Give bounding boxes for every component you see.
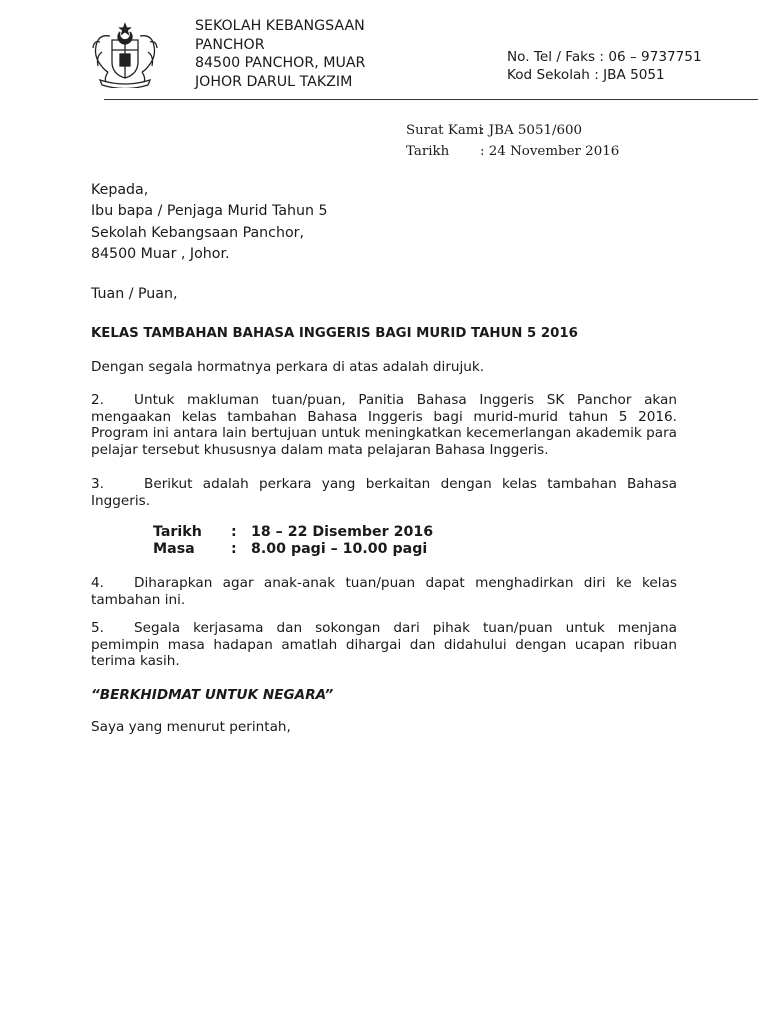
paragraph-5 xyxy=(91,620,677,670)
coat-of-arms-icon xyxy=(90,22,160,88)
recipient-line: 84500 Muar , Johor. xyxy=(91,245,230,262)
reference-block xyxy=(406,120,619,162)
recipient-line: Kepada, xyxy=(91,182,149,198)
school-address-line: 84500 PANCHOR, MUAR xyxy=(195,55,366,72)
paragraph-2 xyxy=(91,392,677,459)
motto: “BERKHIDMAT UNTUK NEGARA” xyxy=(91,687,334,703)
recipient-line: Sekolah Kebangsaan Panchor, xyxy=(91,224,304,241)
class-date-value: 18 – 22 Disember 2016 xyxy=(251,524,434,540)
class-date-row xyxy=(153,524,433,541)
paragraph-text: Segala kerjasama dan sokongan dari pihak tuan/puan untuk menjana pemimpin masa hadapan amatlah dihargai dan didahului dengan ucapan ribuan terima kasih. xyxy=(91,620,677,670)
class-date-label: Tarikh xyxy=(153,524,202,540)
reference-label: Surat Kami xyxy=(406,123,483,138)
reference-date-row xyxy=(406,141,619,162)
school-state-line: JOHOR DARUL TAKZIM xyxy=(195,73,353,90)
paragraph-3 xyxy=(91,476,677,509)
letter-subject: KELAS TAMBAHAN BAHASA INGGERIS BAGI MURID TAHUN 5 2016 xyxy=(91,326,578,341)
reference-number-row xyxy=(406,120,619,141)
paragraph-text: Berikut adalah perkara yang berkaitan dengan kelas tambahan Bahasa Inggeris. xyxy=(91,476,677,509)
salutation: Tuan / Puan, xyxy=(91,286,178,302)
paragraph-text: Diharapkan agar anak-anak tuan/puan dapat menghadirkan diri ke kelas tambahan ini. xyxy=(91,575,677,608)
colon: : xyxy=(231,541,237,557)
date-label: Tarikh xyxy=(406,144,450,159)
paragraph-1: Dengan segala hormatnya perkara di atas adalah dirujuk. xyxy=(91,359,485,375)
school-name-line: PANCHOR xyxy=(195,36,265,53)
class-time-label: Masa xyxy=(153,541,195,557)
recipient-line: Ibu bapa / Penjaga Murid Tahun 5 xyxy=(91,203,328,220)
class-details xyxy=(153,524,433,558)
header-divider xyxy=(104,99,758,100)
recipient-block xyxy=(91,180,328,265)
paragraph-number: 3. xyxy=(91,476,104,492)
class-time-row xyxy=(153,541,433,558)
phone-fax: No. Tel / Faks : 06 – 9737751 xyxy=(507,49,702,65)
paragraph-text: Untuk makluman tuan/puan, Panitia Bahasa Inggeris SK Panchor akan mengaakan kelas tambahan Bahasa Inggeris bagi murid-murid tahun 5 2016. Program ini antara lain bertujuan untuk meningkatkan kecemerlangan akademik para pelajar tersebut khususnya dalam mata pelajaran Bahasa Inggeris. xyxy=(91,392,677,459)
colon: : xyxy=(231,524,237,540)
paragraph-number: 5. xyxy=(91,620,104,636)
school-address-block xyxy=(195,17,365,91)
date-value: : 24 November 2016 xyxy=(480,144,620,159)
school-name-line: SEKOLAH KEBANGSAAN xyxy=(195,18,365,34)
reference-value: : JBA 5051/600 xyxy=(480,123,583,138)
contact-block xyxy=(507,49,702,84)
paragraph-4 xyxy=(91,575,677,608)
paragraph-number: 4. xyxy=(91,575,104,591)
class-time-value: 8.00 pagi – 10.00 pagi xyxy=(251,541,428,557)
closing-line: Saya yang menurut perintah, xyxy=(91,719,291,735)
school-code: Kod Sekolah : JBA 5051 xyxy=(507,66,665,83)
paragraph-number: 2. xyxy=(91,392,104,408)
